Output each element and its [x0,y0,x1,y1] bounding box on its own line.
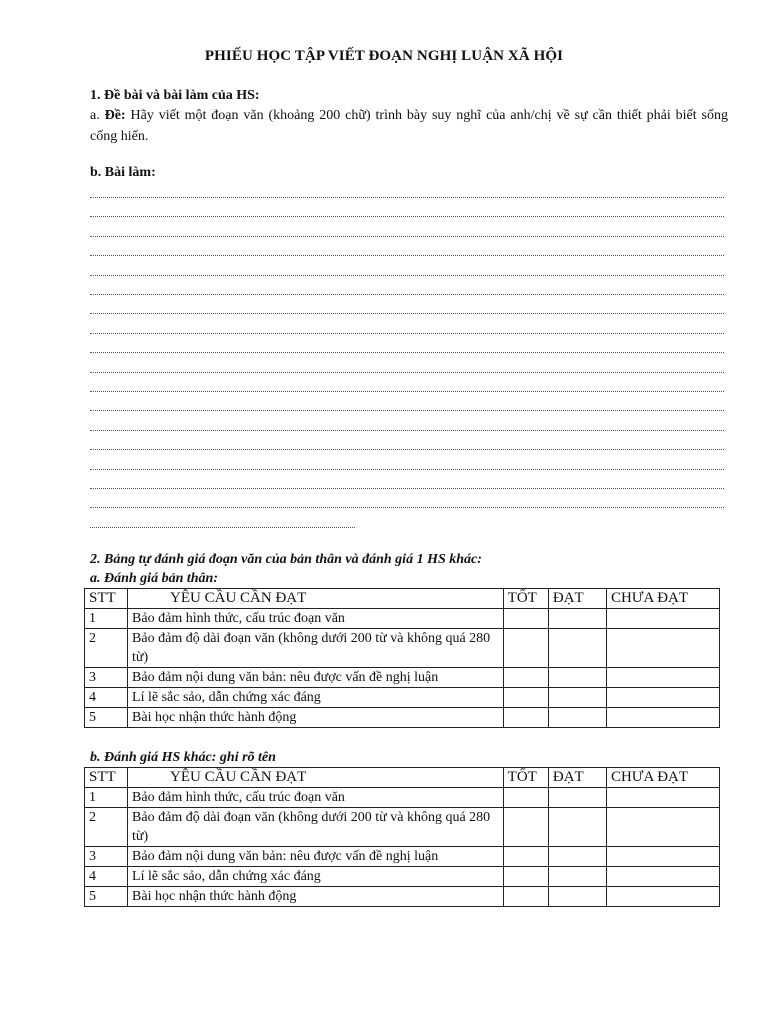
section1-heading: 1. Đề bài và bài làm của HS: [90,88,260,103]
self-not-pass-cell[interactable] [606,668,719,688]
self-eval-heading: a. Đánh giá bản thân: [90,571,218,586]
row-stt: 5 [85,887,128,907]
header-stt: STT [85,768,128,788]
answer-line[interactable] [90,216,724,217]
self-good-cell[interactable] [503,688,548,708]
row-requirement: Bảo đảm độ dài đoạn văn (không dưới 200 từ và không quá 280 từ) [128,629,504,668]
self-pass-cell[interactable] [548,668,606,688]
row-requirement: Bài học nhận thức hành động [128,887,504,907]
answer-line[interactable] [90,410,724,411]
answer-heading: b. Bài làm: [90,165,156,180]
other-good-cell[interactable] [503,887,548,907]
prompt-text: Hãy viết một đoạn văn (khoảng 200 chữ) trình bày suy nghĩ của anh/chị về sự cần thiết phải biết sống cống hiến. [90,108,728,144]
row-stt: 4 [85,688,128,708]
header-pass: ĐẠT [548,768,606,788]
answer-line[interactable] [90,352,724,353]
answer-line[interactable] [90,197,724,198]
self-pass-cell[interactable] [548,708,606,728]
table-row [85,788,720,808]
other-not-pass-cell[interactable] [606,847,719,867]
other-not-pass-cell[interactable] [606,788,719,808]
table-row [85,808,720,847]
other-good-cell[interactable] [503,847,548,867]
prompt-prefix: a. [90,108,105,123]
header-not-pass: CHƯA ĐẠT [606,589,719,609]
other-good-cell[interactable] [503,788,548,808]
row-requirement: Bảo đảm độ dài đoạn văn (không dưới 200 từ và không quá 280 từ) [128,808,504,847]
self-pass-cell[interactable] [548,609,606,629]
self-good-cell[interactable] [503,708,548,728]
row-stt: 3 [85,668,128,688]
other-pass-cell[interactable] [548,887,606,907]
table-header-row [85,768,720,788]
other-not-pass-cell[interactable] [606,808,719,847]
header-good: TỐT [503,768,548,788]
self-not-pass-cell[interactable] [606,708,719,728]
answer-line[interactable] [90,391,724,392]
header-stt: STT [85,589,128,609]
answer-line[interactable] [90,333,724,334]
header-pass: ĐẠT [548,589,606,609]
answer-line[interactable] [90,507,724,508]
answer-line[interactable] [90,313,724,314]
table-header-row [85,589,720,609]
prompt-label: Đề: [104,108,126,123]
self-good-cell[interactable] [503,668,548,688]
row-stt: 1 [85,788,128,808]
self-not-pass-cell[interactable] [606,629,719,668]
self-eval-table [84,588,720,728]
self-pass-cell[interactable] [548,629,606,668]
other-not-pass-cell[interactable] [606,867,719,887]
table-row [85,887,720,907]
row-requirement: Bài học nhận thức hành động [128,708,504,728]
other-eval-heading: b. Đánh giá HS khác: ghi rõ tên [90,750,276,765]
row-stt: 2 [85,629,128,668]
table-row [85,629,720,668]
other-good-cell[interactable] [503,808,548,847]
self-good-cell[interactable] [503,609,548,629]
answer-line[interactable] [90,488,724,489]
row-stt: 4 [85,867,128,887]
table-row [85,688,720,708]
header-requirement: YÊU CẦU CẦN ĐẠT [128,589,504,609]
self-not-pass-cell[interactable] [606,609,719,629]
row-stt: 2 [85,808,128,847]
table-row [85,708,720,728]
other-pass-cell[interactable] [548,788,606,808]
self-not-pass-cell[interactable] [606,688,719,708]
table-row [85,609,720,629]
self-pass-cell[interactable] [548,688,606,708]
header-good: TỐT [503,589,548,609]
row-stt: 1 [85,609,128,629]
answer-line[interactable] [90,236,724,237]
row-requirement: Bảo đảm nội dung văn bản: nêu được vấn đề nghị luận [128,847,504,867]
row-stt: 3 [85,847,128,867]
row-requirement: Bảo đảm nội dung văn bản: nêu được vấn đề nghị luận [128,668,504,688]
page-title: PHIẾU HỌC TẬP VIẾT ĐOẠN NGHỊ LUẬN XÃ HỘI [204,48,564,64]
table-row [85,847,720,867]
other-pass-cell[interactable] [548,847,606,867]
other-eval-table [84,767,720,907]
answer-line[interactable] [90,372,724,373]
assignment-prompt [90,105,728,147]
header-not-pass: CHƯA ĐẠT [606,768,719,788]
row-requirement: Bảo đảm hình thức, cấu trúc đoạn văn [128,788,504,808]
self-good-cell[interactable] [503,629,548,668]
section2-heading: 2. Bảng tự đánh giá đoạn văn của bản thân và đánh giá 1 HS khác: [90,552,482,567]
other-pass-cell[interactable] [548,867,606,887]
answer-line[interactable] [90,255,724,256]
other-good-cell[interactable] [503,867,548,887]
header-requirement: YÊU CẦU CẦN ĐẠT [128,768,504,788]
answer-line[interactable] [90,469,724,470]
other-not-pass-cell[interactable] [606,887,719,907]
answer-line[interactable] [90,294,724,295]
other-pass-cell[interactable] [548,808,606,847]
row-requirement: Lí lẽ sắc sảo, dẫn chứng xác đáng [128,688,504,708]
row-requirement: Lí lẽ sắc sảo, dẫn chứng xác đáng [128,867,504,887]
answer-line[interactable] [90,275,724,276]
table-row [85,867,720,887]
answer-line[interactable] [90,527,355,528]
answer-line[interactable] [90,430,724,431]
answer-line[interactable] [90,449,724,450]
row-requirement: Bảo đảm hình thức, cấu trúc đoạn văn [128,609,504,629]
row-stt: 5 [85,708,128,728]
table-row [85,668,720,688]
